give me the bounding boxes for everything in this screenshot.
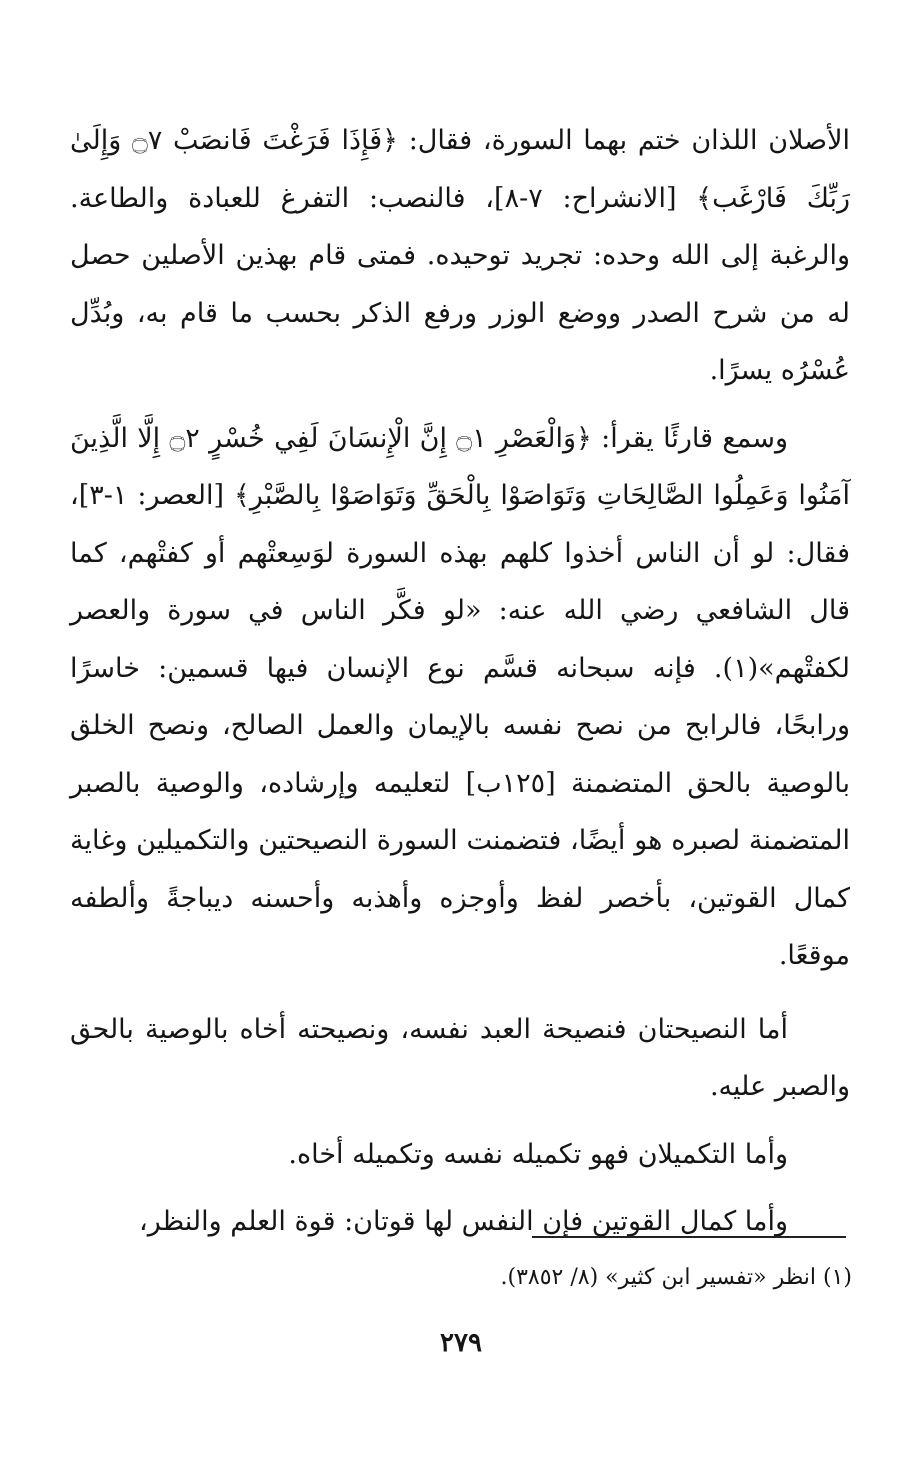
footnote-divider (532, 1236, 846, 1238)
paragraph-3: أما النصيحتان فنصيحة العبد نفسه، ونصيحته أخاه بالوصية بالحق والصبر عليه. (70, 1013, 850, 1102)
paragraph-1: الأصلان اللذان ختم بهما السورة، فقال: ﴿فَإِذَا فَرَغْتَ فَانصَبْ ۝٧ وَإِلَىٰ رَبِّكَ فَارْغَب﴾ [الانشراح: ٧-٨]، فالنصب: التفرغ للعبادة والطاعة. والرغبة إلى الله وحده: تجريد توحيده. فمتى قام بهذين الأصلين حصل له من شرح الصدر ووضع الوزر ورفع الذكر بحسب ما قام به، وبُدِّل عُسْرُه يسرًا. (70, 125, 851, 386)
paragraph-2: وسمع قارئًا يقرأ: ﴿وَالْعَصْرِ ۝١ إِنَّ الْإِنسَانَ لَفِي خُسْرٍ ۝٢ إِلَّا الَّذِينَ آمَنُوا وَعَمِلُوا الصَّالِحَاتِ وَتَوَاصَوْا بِالْحَقِّ وَتَوَاصَوْا بِالصَّبْرِ﴾ [العصر: ١-٣]، فقال: لو أن الناس أخذوا كلهم بهذه السورة لوَسِعتْهم أو كفتْهم، كما قال الشافعي رضي الله عنه: «لو فكَّر الناس في سورة والعصر لكفتْهم»(١). فإنه سبحانه قسَّم نوع الإنسان فيها قسمين: خاسرًا ورابحًا، فالرابح من نصح نفسه بالإيمان والعمل الصالح، ونصح الخلق بالوصية بالحق المتضمنة [١٢٥ب] لتعليمه وإرشاده، والوصية بالصبر المتضمنة لصبره هو أيضًا، فتضمنت السورة النصيحتين والتكميلين وغاية كمال القوتين، بأخصر لفظ وأوجزه وأهذبه وأحسنه ديباجةً وألطفه موقعًا. (70, 422, 851, 971)
paragraph-5: وأما كمال القوتين فإن النفس لها قوتان: قوة العلم والنظر، (138, 1206, 788, 1237)
page-number: ٢٧٩ (440, 1328, 482, 1358)
footnote: (١) انظر «تفسير ابن كثير» (٨/ ٣٨٥٢). (500, 1265, 852, 1290)
paragraph-4: وأما التكميلان فهو تكميله نفسه وتكميله أخاه. (288, 1138, 788, 1170)
page-body (70, 112, 850, 1251)
